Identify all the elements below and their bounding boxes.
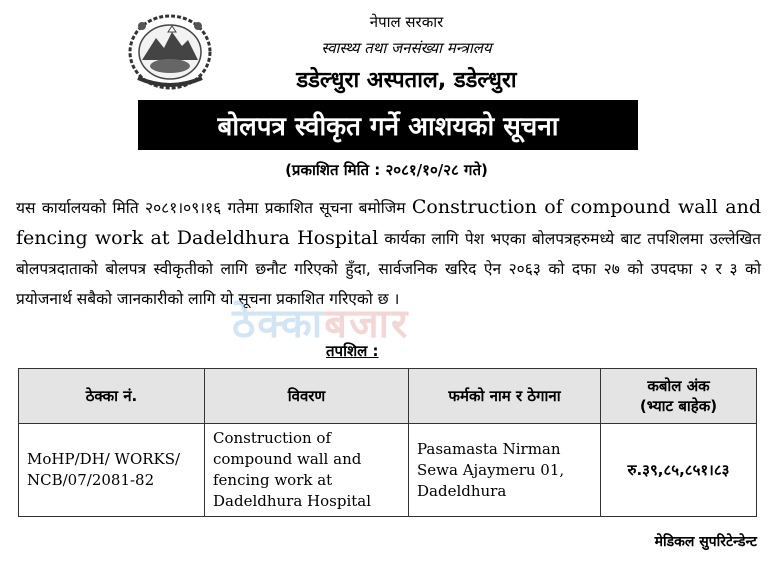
hospital-name: डडेल्धुरा अस्पताल, डडेल्धुरा	[296, 68, 517, 93]
header-contract-no: ठेक्का नं.	[19, 369, 205, 424]
body-part-2: कार्यका लागि पेश भएका बोलपत्रहरुमध्ये बाट तपशिलमा उल्लेखित बोलपत्रदाताको बोलपत्र स्वीकृतीको लागि छनौट गरिएको हुँदा, सार्वजनिक खरिद ऐन २०६३ को दफा २७ को उपदफा २ र ३ को प्रयोजनार्थ सबैको जानकारीको लागि यो सूचना प्रकाशित गरिएको छ ।	[16, 230, 761, 308]
ministry-name: स्वास्थ्य तथा जनसंख्या मन्त्रालय	[321, 39, 492, 57]
table-row	[19, 424, 757, 517]
body-part-1: यस कार्यालयको मिति २०८१।०९।१६ गतेमा प्रकाशित सूचना बमोजिम	[16, 199, 406, 217]
publication-date: (प्रकाशित मिति : २०८१/१०/२८ गते)	[285, 161, 488, 179]
signature-title: मेडिकल सुपरिटेन्डेन्ट	[654, 534, 757, 550]
header-amount	[601, 369, 757, 424]
cell-amount: रु.३९,८५,८५१।८३	[601, 424, 757, 517]
watermark-part-2: बजार	[324, 301, 410, 347]
cell-description: Construction of compound wall and fencing work at Dadeldhura Hospital	[205, 424, 409, 517]
project-name: Construction of compound wall and fencing work at Dadeldhura Hospital	[16, 196, 761, 249]
watermark-part-1: ठेक्का	[232, 301, 325, 347]
table-header-row	[19, 369, 757, 424]
header-amount-line-2: (भ्याट बाहेक)	[639, 397, 718, 415]
cell-contract-no: MoHP/DH/ WORKS/ NCB/07/2081-82	[19, 424, 205, 517]
schedule-table	[18, 368, 757, 517]
header-firm: फर्मको नाम र ठेगाना	[409, 369, 601, 424]
schedule-title: तपशिल :	[326, 342, 379, 360]
watermark	[232, 294, 409, 349]
header-amount-line-1: कबोल अंक	[647, 377, 710, 395]
header-description: विवरण	[205, 369, 409, 424]
notice-title: बोलपत्र स्वीकृत गर्ने आशयको सूचना	[217, 112, 559, 142]
government-name: नेपाल सरकार	[369, 13, 444, 31]
cell-firm: Pasamasta Nirman Sewa Ajaymeru 01, Dadeldhura	[409, 424, 601, 517]
notice-title-banner	[138, 100, 638, 150]
